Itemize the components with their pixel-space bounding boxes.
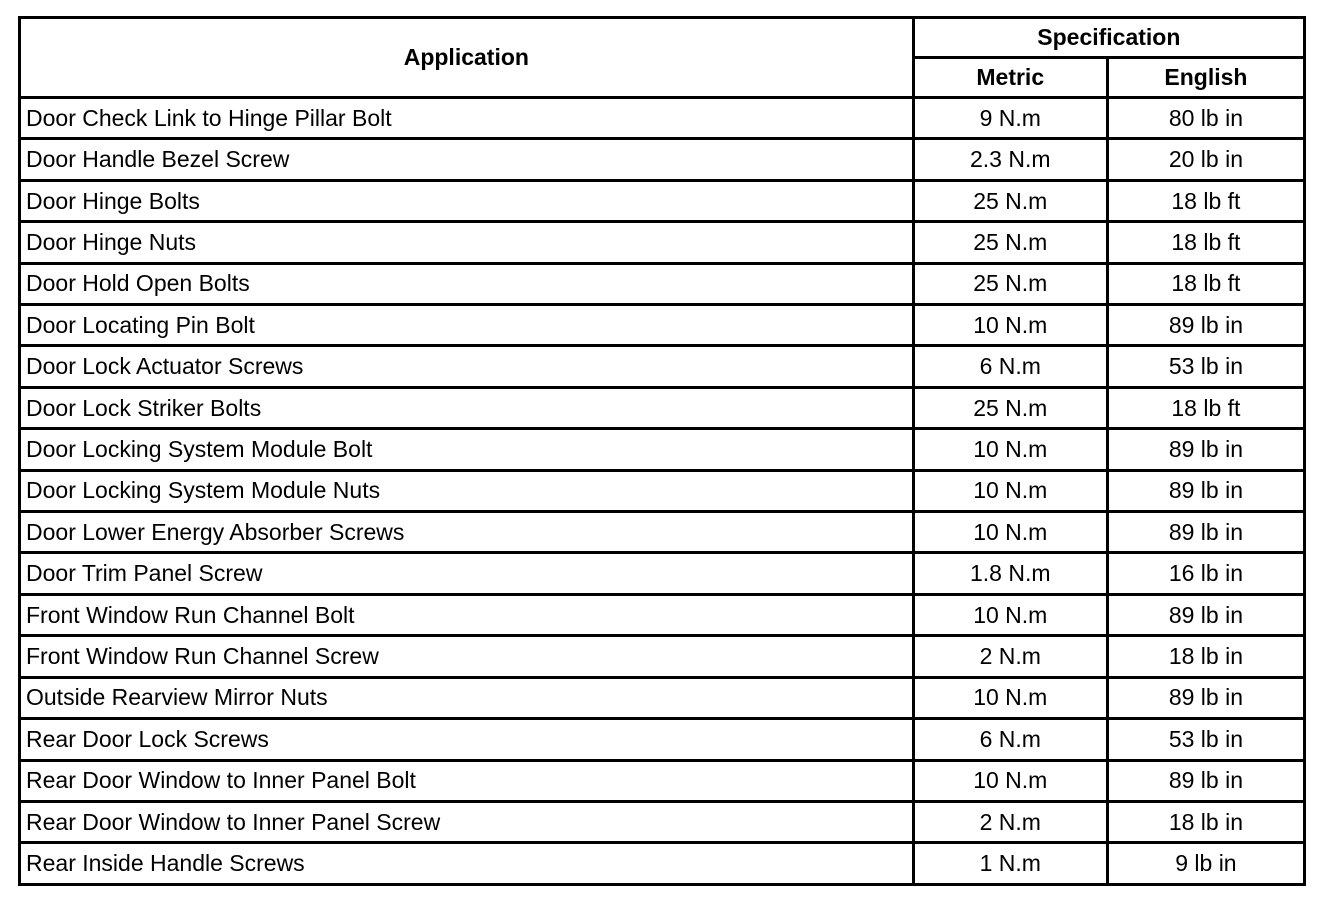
table-row [20,346,1305,387]
english-value-cell: 89 lb in [1107,760,1304,801]
table-row [20,180,1305,221]
table-row [20,801,1305,842]
english-value-cell: 89 lb in [1107,677,1304,718]
metric-value-cell: 25 N.m [913,263,1107,304]
english-value-cell: 53 lb in [1107,719,1304,760]
metric-value-cell: 10 N.m [913,677,1107,718]
table-row [20,512,1305,553]
table-row [20,387,1305,428]
metric-value-cell: 9 N.m [913,98,1107,139]
metric-value-cell: 2 N.m [913,636,1107,677]
table-row [20,222,1305,263]
table-header [20,18,1305,98]
application-cell: Door Hinge Bolts [20,180,914,221]
table-row [20,98,1305,139]
application-cell: Door Trim Panel Screw [20,553,914,594]
table-row [20,843,1305,885]
english-value-cell: 20 lb in [1107,139,1304,180]
english-value-cell: 18 lb in [1107,801,1304,842]
table-row [20,760,1305,801]
application-cell: Door Locking System Module Nuts [20,470,914,511]
english-value-cell: 18 lb ft [1107,180,1304,221]
application-cell: Outside Rearview Mirror Nuts [20,677,914,718]
table-row [20,677,1305,718]
english-value-cell: 18 lb ft [1107,263,1304,304]
english-value-cell: 89 lb in [1107,305,1304,346]
metric-value-cell: 2 N.m [913,801,1107,842]
english-value-cell: 18 lb ft [1107,387,1304,428]
metric-value-cell: 2.3 N.m [913,139,1107,180]
application-cell: Rear Door Lock Screws [20,719,914,760]
application-cell: Rear Door Window to Inner Panel Screw [20,801,914,842]
table-row [20,594,1305,635]
application-cell: Front Window Run Channel Bolt [20,594,914,635]
metric-value-cell: 10 N.m [913,512,1107,553]
table-row [20,305,1305,346]
metric-value-cell: 10 N.m [913,305,1107,346]
application-cell: Door Lock Striker Bolts [20,387,914,428]
english-value-cell: 89 lb in [1107,594,1304,635]
application-cell: Rear Door Window to Inner Panel Bolt [20,760,914,801]
application-cell: Front Window Run Channel Screw [20,636,914,677]
application-cell: Rear Inside Handle Screws [20,843,914,885]
header-row-top [20,18,1305,58]
table-row [20,553,1305,594]
metric-value-cell: 1 N.m [913,843,1107,885]
metric-value-cell: 25 N.m [913,387,1107,428]
table-row [20,139,1305,180]
metric-value-cell: 10 N.m [913,594,1107,635]
metric-value-cell: 10 N.m [913,429,1107,470]
english-column-header: English [1107,58,1304,98]
table-body [20,98,1305,885]
metric-value-cell: 10 N.m [913,470,1107,511]
metric-value-cell: 25 N.m [913,180,1107,221]
table-row [20,429,1305,470]
application-cell: Door Locking System Module Bolt [20,429,914,470]
application-cell: Door Locating Pin Bolt [20,305,914,346]
metric-value-cell: 6 N.m [913,346,1107,387]
english-value-cell: 89 lb in [1107,429,1304,470]
specification-group-header: Specification [913,18,1304,58]
metric-value-cell: 25 N.m [913,222,1107,263]
application-cell: Door Lock Actuator Screws [20,346,914,387]
table-row [20,470,1305,511]
application-column-header: Application [20,18,914,98]
table-row [20,719,1305,760]
table-row [20,263,1305,304]
english-value-cell: 89 lb in [1107,512,1304,553]
fastener-specification-table [18,16,1306,886]
table-row [20,636,1305,677]
english-value-cell: 18 lb ft [1107,222,1304,263]
application-cell: Door Lower Energy Absorber Screws [20,512,914,553]
english-value-cell: 80 lb in [1107,98,1304,139]
application-cell: Door Handle Bezel Screw [20,139,914,180]
english-value-cell: 9 lb in [1107,843,1304,885]
metric-value-cell: 10 N.m [913,760,1107,801]
english-value-cell: 18 lb in [1107,636,1304,677]
metric-column-header: Metric [913,58,1107,98]
application-cell: Door Check Link to Hinge Pillar Bolt [20,98,914,139]
metric-value-cell: 6 N.m [913,719,1107,760]
metric-value-cell: 1.8 N.m [913,553,1107,594]
english-value-cell: 53 lb in [1107,346,1304,387]
application-cell: Door Hold Open Bolts [20,263,914,304]
english-value-cell: 16 lb in [1107,553,1304,594]
application-cell: Door Hinge Nuts [20,222,914,263]
english-value-cell: 89 lb in [1107,470,1304,511]
